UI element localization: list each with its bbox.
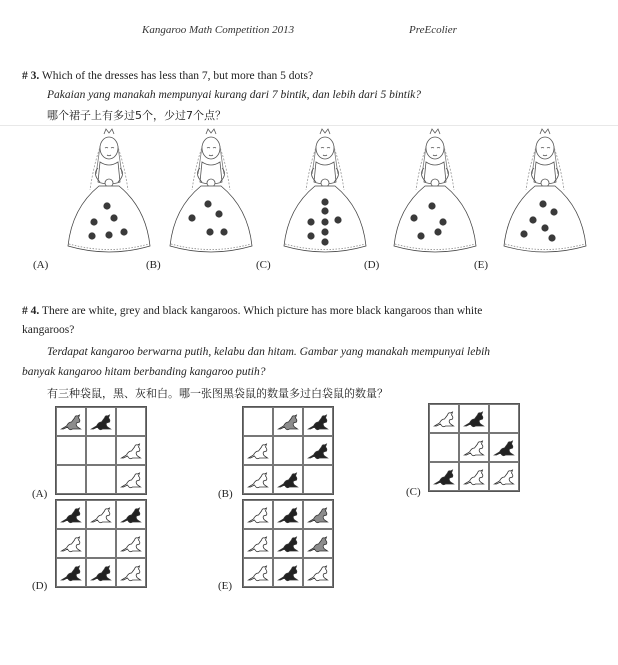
- grid-cell: [116, 500, 146, 529]
- dress-dot: [321, 228, 328, 235]
- grid-cell: [56, 500, 86, 529]
- grid-cell: [303, 436, 333, 465]
- grid-cell: [243, 558, 273, 587]
- grid-cell: [56, 529, 86, 558]
- dress-option-label: (A): [33, 259, 49, 271]
- grid-cell: [116, 529, 146, 558]
- dress-image: [276, 128, 374, 276]
- grid-cell: [303, 529, 333, 558]
- q4-malay-line2: banyak kangaroo hitam berbanding kangaroo putih?: [22, 366, 266, 378]
- dress-dot: [215, 210, 222, 217]
- white-kangaroo-icon: [118, 563, 145, 583]
- grid-cell: [489, 462, 519, 491]
- white-kangaroo-icon: [461, 467, 488, 487]
- grid-cell: [273, 500, 303, 529]
- divider: [0, 125, 618, 126]
- grid-cell: [243, 529, 273, 558]
- q4-english-text: There are white, grey and black kangaroos. Which picture has more black kangaroos than white: [41, 305, 483, 317]
- black-kangaroo-icon: [88, 412, 115, 432]
- black-kangaroo-icon: [58, 563, 85, 583]
- grid-cell: [86, 500, 116, 529]
- q3-english-text: Which of the dresses has less than 7, but more than 5 dots?: [41, 70, 314, 82]
- grey-kangaroo-icon: [305, 534, 332, 554]
- kangaroo-grid: [242, 499, 334, 588]
- dress-option-label: (B): [146, 259, 161, 271]
- grid-cell: [273, 407, 303, 436]
- black-kangaroo-icon: [305, 412, 332, 432]
- white-kangaroo-icon: [118, 534, 145, 554]
- grid-cell: [273, 529, 303, 558]
- q4-english-line1: [22, 305, 482, 317]
- dress-dot: [434, 228, 441, 235]
- kangaroo-option-label: (D): [32, 580, 48, 592]
- white-kangaroo-icon: [245, 505, 272, 525]
- grid-cell: [86, 529, 116, 558]
- white-kangaroo-icon: [305, 563, 332, 583]
- white-kangaroo-icon: [245, 441, 272, 461]
- grid-cell: [459, 433, 489, 462]
- kangaroo-option-label: (C): [406, 486, 421, 498]
- grid-cell: [459, 462, 489, 491]
- dress-image: [162, 128, 260, 276]
- kangaroo-grid: [55, 499, 147, 588]
- grid-cell: [116, 407, 146, 436]
- grid-cell: [56, 558, 86, 587]
- dress-dot: [321, 238, 328, 245]
- black-kangaroo-icon: [88, 563, 115, 583]
- grid-cell: [56, 465, 86, 494]
- dress-dot: [220, 228, 227, 235]
- dress-dot: [428, 202, 435, 209]
- dress-option-label: (D): [364, 259, 380, 271]
- grid-cell: [116, 436, 146, 465]
- dress-dot: [550, 208, 557, 215]
- dress-option-label: (E): [474, 259, 489, 271]
- dress-dot: [417, 232, 424, 239]
- q3-chinese: 哪个裙子上有多过5个，少过7个点？: [47, 109, 226, 122]
- grid-cell: [489, 404, 519, 433]
- dress-image: [496, 128, 594, 276]
- q4-malay-line1: Terdapat kangaroo berwarna putih, kelabu dan hitam. Gambar yang manakah mempunyai lebih: [47, 346, 491, 358]
- q3-malay: Pakaian yang manakah mempunyai kurang dari 7 bintik, dan lebih dari 5 bintik?: [47, 89, 422, 101]
- white-kangaroo-icon: [118, 441, 145, 461]
- grid-cell: [429, 462, 459, 491]
- grid-cell: [86, 407, 116, 436]
- dress-dot: [321, 198, 328, 205]
- white-kangaroo-icon: [461, 438, 488, 458]
- black-kangaroo-icon: [491, 438, 518, 458]
- dress-dot: [120, 228, 127, 235]
- grid-cell: [273, 558, 303, 587]
- kangaroo-grid: [55, 406, 147, 495]
- grid-cell: [489, 433, 519, 462]
- dress-dot: [307, 218, 314, 225]
- dress-image: [386, 128, 484, 276]
- black-kangaroo-icon: [431, 467, 458, 487]
- grey-kangaroo-icon: [275, 412, 302, 432]
- q3-number: # 3.: [22, 70, 40, 82]
- white-kangaroo-icon: [245, 563, 272, 583]
- competition-title: Kangaroo Math Competition 2013: [142, 24, 295, 36]
- q4-number: # 4.: [22, 305, 40, 317]
- dress-dot: [548, 234, 555, 241]
- dress-dot: [321, 218, 328, 225]
- kangaroo-grid: [242, 406, 334, 495]
- grey-kangaroo-icon: [58, 412, 85, 432]
- dress-dot: [334, 216, 341, 223]
- dress-dot: [541, 224, 548, 231]
- level-label: PreEcolier: [409, 24, 457, 36]
- kangaroo-option-label: (E): [218, 580, 233, 592]
- grid-cell: [56, 407, 86, 436]
- white-kangaroo-icon: [491, 467, 518, 487]
- grid-cell: [273, 465, 303, 494]
- black-kangaroo-icon: [305, 441, 332, 461]
- dress-dot: [410, 214, 417, 221]
- white-kangaroo-icon: [245, 534, 272, 554]
- grid-cell: [303, 500, 333, 529]
- grid-cell: [86, 558, 116, 587]
- grey-kangaroo-icon: [305, 505, 332, 525]
- grid-cell: [243, 407, 273, 436]
- dress-dot: [105, 231, 112, 238]
- q3-english: [22, 70, 313, 82]
- dress-dot: [307, 232, 314, 239]
- black-kangaroo-icon: [118, 505, 145, 525]
- dress-option-label: (C): [256, 259, 271, 271]
- black-kangaroo-icon: [275, 563, 302, 583]
- grid-cell: [429, 433, 459, 462]
- q4-english-line2: kangaroos?: [22, 324, 75, 336]
- dress-dot: [529, 216, 536, 223]
- kangaroo-option-label: (A): [32, 488, 48, 500]
- grid-cell: [86, 465, 116, 494]
- kangaroo-option-label: (B): [218, 488, 233, 500]
- black-kangaroo-icon: [58, 505, 85, 525]
- grid-cell: [56, 436, 86, 465]
- grid-cell: [429, 404, 459, 433]
- grid-cell: [303, 558, 333, 587]
- dress-dot: [103, 202, 110, 209]
- black-kangaroo-icon: [461, 409, 488, 429]
- q4-chinese: 有三种袋鼠，黑、灰和白。哪一张图黑袋鼠的数量多过白袋鼠的数量？: [47, 387, 388, 400]
- grid-cell: [243, 465, 273, 494]
- white-kangaroo-icon: [245, 470, 272, 490]
- dress-dot: [188, 214, 195, 221]
- grid-cell: [303, 465, 333, 494]
- grid-cell: [116, 465, 146, 494]
- dress-dot: [520, 230, 527, 237]
- grid-cell: [303, 407, 333, 436]
- dress-dot: [110, 214, 117, 221]
- dress-dot: [539, 200, 546, 207]
- dress-dot: [88, 232, 95, 239]
- black-kangaroo-icon: [275, 470, 302, 490]
- dress-dot: [90, 218, 97, 225]
- kangaroo-grid: [428, 403, 520, 492]
- white-kangaroo-icon: [58, 534, 85, 554]
- black-kangaroo-icon: [275, 534, 302, 554]
- white-kangaroo-icon: [118, 470, 145, 490]
- grid-cell: [243, 500, 273, 529]
- dress-dot: [204, 200, 211, 207]
- grid-cell: [86, 436, 116, 465]
- white-kangaroo-icon: [88, 505, 115, 525]
- dress-dot: [439, 218, 446, 225]
- grid-cell: [273, 436, 303, 465]
- grid-cell: [243, 436, 273, 465]
- grid-cell: [459, 404, 489, 433]
- white-kangaroo-icon: [431, 409, 458, 429]
- dress-dot: [321, 207, 328, 214]
- dress-dot: [206, 228, 213, 235]
- dress-image: [60, 128, 158, 276]
- black-kangaroo-icon: [275, 505, 302, 525]
- grid-cell: [116, 558, 146, 587]
